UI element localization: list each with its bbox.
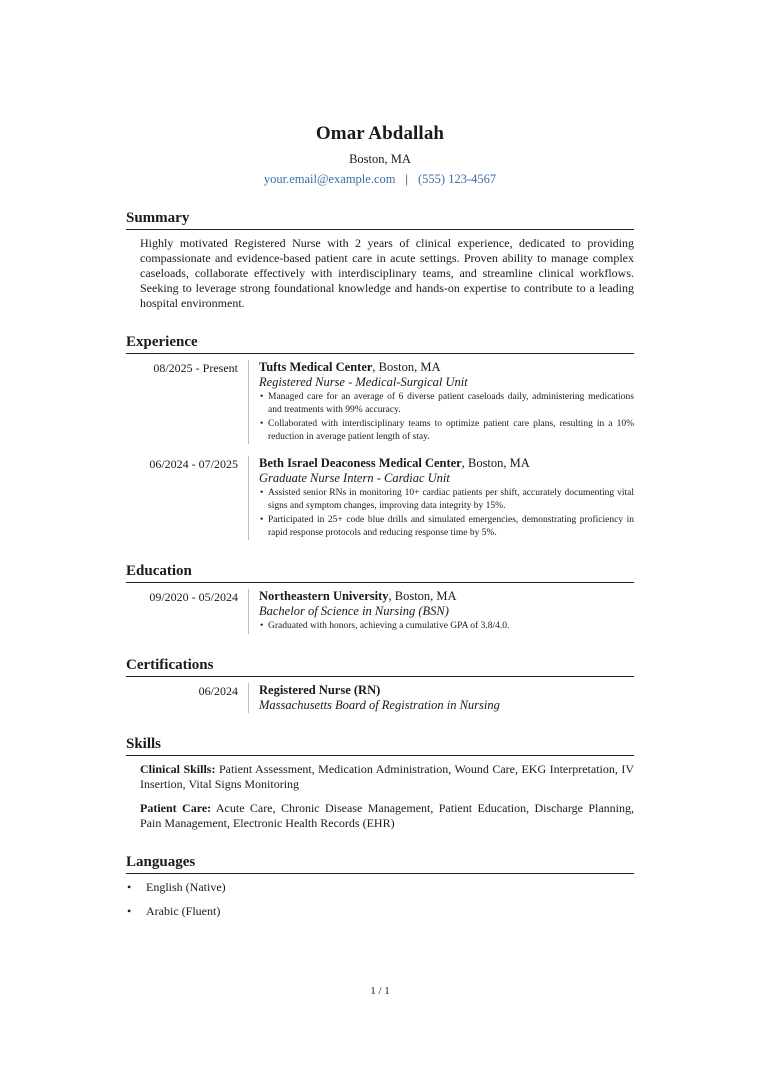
entry-date: 06/2024 — [198, 683, 238, 698]
entry-date: 06/2024 - 07/2025 — [149, 457, 238, 472]
bullet-item: • Participated in 25+ code blue drills and simulated emergencies, demonstrating proficiency in rapid response protocols and reducing response time by 5%. — [259, 514, 634, 541]
entry-role: Massachusetts Board of Registration in Nursing — [259, 697, 500, 712]
skill-group-label: Patient Care: — [140, 800, 212, 815]
language-list — [126, 880, 634, 919]
experience-section — [126, 333, 634, 540]
entry-org: Northeastern University — [259, 589, 389, 604]
entry-org-line — [259, 360, 634, 375]
entry-bullets — [259, 391, 634, 444]
candidate-name: Omar Abdallah — [315, 123, 445, 144]
section-title-certifications: Certifications — [126, 656, 634, 677]
section-title-languages: Languages — [126, 853, 634, 874]
summary-text: Highly motivated Registered Nurse with 2 years of clinical experience, dedicated to providing compassionate and evidence-based patient care in acute settings. Proven ability to manage complex caseloads, collaborate effectively with interdisciplinary teams, and streamline clinical workflows. Seeking to leverage strong foundational knowledge and hands-on expertise to contribute to a leading hospital environment. — [140, 236, 634, 310]
section-title-summary: Summary — [126, 209, 634, 230]
entry-location: , Boston, MA — [388, 589, 457, 604]
resume-page — [126, 120, 634, 919]
entry-role: Registered Nurse - Medical-Surgical Unit — [259, 375, 468, 389]
entry-org-line — [259, 589, 634, 604]
experience-entry — [126, 456, 634, 540]
certification-entry — [126, 683, 634, 713]
entry-date: 08/2025 - Present — [153, 361, 238, 375]
language-item: • English (Native) — [126, 880, 634, 895]
candidate-location: Boston, MA — [349, 152, 411, 166]
entry-role: Graduate Nurse Intern - Cardiac Unit — [259, 471, 450, 486]
education-section — [126, 562, 634, 633]
section-title-education: Education — [126, 562, 634, 583]
languages-section — [126, 853, 634, 919]
summary-section — [126, 209, 634, 311]
entry-bullets — [259, 487, 634, 540]
entry-location: , Boston, MA — [461, 456, 530, 471]
bullet-item: • Graduated with honors, achieving a cumulative GPA of 3.8/4.0. — [259, 620, 634, 633]
entry-org: Tufts Medical Center — [259, 360, 373, 374]
entry-bullets — [259, 620, 634, 633]
section-title-skills: Skills — [126, 735, 634, 756]
bullet-item: • Collaborated with interdisciplinary teams to optimize patient care plans, resulting in a 10% reduction in average patient length of stay. — [259, 418, 634, 445]
section-title-experience: Experience — [126, 333, 634, 354]
resume-header — [126, 122, 634, 187]
skill-group-label: Clinical Skills: — [140, 761, 216, 776]
skill-group-text: Acute Care, Chronic Disease Management, Patient Education, Discharge Planning, Pain Management, Electronic Health Records (EHR) — [140, 800, 634, 830]
entry-org: Beth Israel Deaconess Medical Center — [259, 456, 462, 471]
contact-line — [126, 171, 634, 187]
bullet-item: • Managed care for an average of 6 diverse patient caseloads daily, administering medications and treatments with 99% accuracy. — [259, 391, 634, 418]
page-number: 1 / 1 — [370, 985, 390, 997]
entry-role: Bachelor of Science in Nursing (BSN) — [259, 604, 449, 619]
certifications-section — [126, 656, 634, 713]
skill-group — [140, 762, 634, 792]
email-link[interactable]: your.email@example.com — [263, 172, 396, 186]
skill-group-text: Patient Assessment, Medication Administration, Wound Care, EKG Interpretation, IV Insertion, Vital Signs Monitoring — [140, 761, 634, 791]
skill-group — [140, 801, 634, 831]
entry-org-line — [259, 683, 634, 698]
experience-entry — [126, 360, 634, 444]
skills-section — [126, 735, 634, 831]
entry-org-line — [259, 456, 634, 471]
contact-separator: | — [405, 172, 408, 186]
entry-date: 09/2020 - 05/2024 — [149, 590, 238, 605]
entry-location: , Boston, MA — [372, 360, 441, 374]
education-entry — [126, 589, 634, 633]
language-item: • Arabic (Fluent) — [126, 904, 634, 919]
entry-org: Registered Nurse (RN) — [259, 682, 381, 697]
bullet-item: • Assisted senior RNs in monitoring 10+ cardiac patients per shift, accurately documenting vital signs and symptom changes, improving data integrity by 15%. — [259, 487, 634, 514]
phone-link[interactable]: (555) 123-4567 — [418, 172, 497, 186]
